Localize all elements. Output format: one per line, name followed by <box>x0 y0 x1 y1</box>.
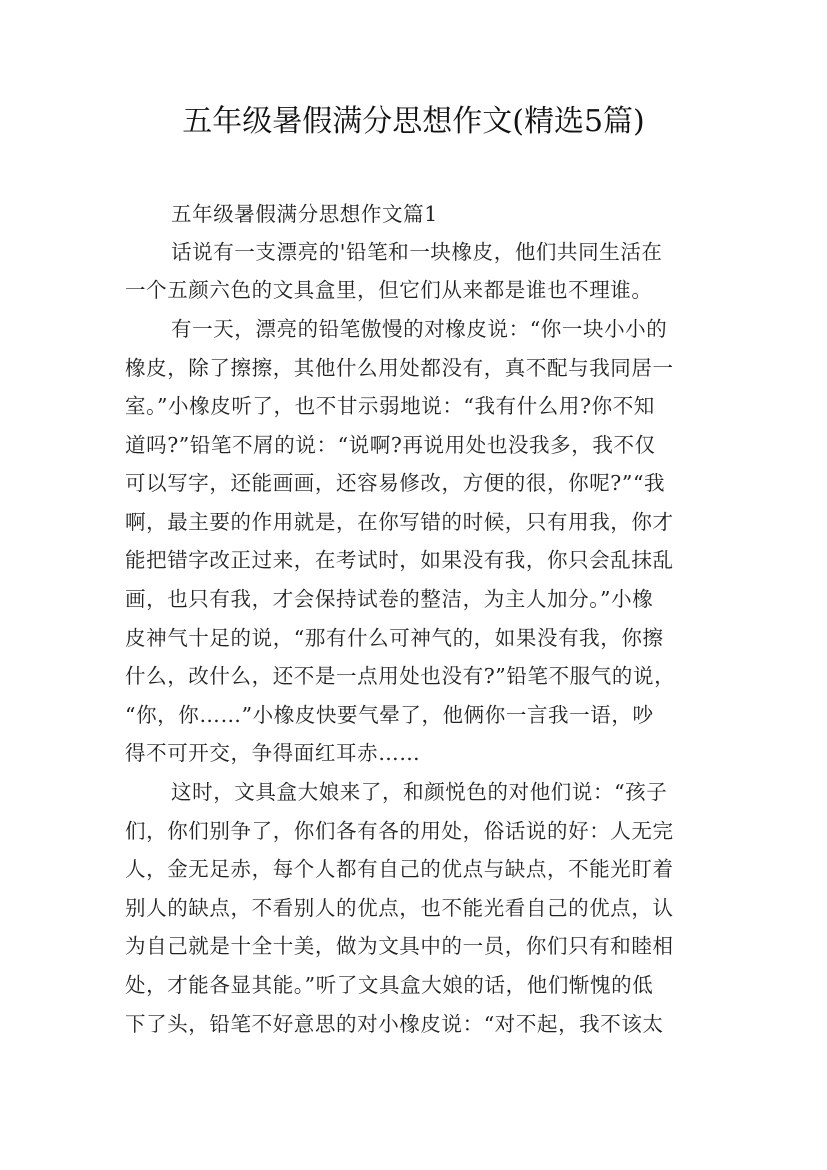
paragraph-line: 道吗?”铅笔不屑的说：“说啊?再说用处也没我多，我不仅 <box>125 433 656 457</box>
paragraph-line: “你，你……”小橡皮快要气晕了，他俩你一言我一语，吵 <box>125 703 654 727</box>
paragraph-line: 为自己就是十全十美，做为文具中的一员，你们只有和睦相 <box>125 934 674 958</box>
paragraph-line: 皮神气十足的说，“那有什么可神气的，如果没有我，你擦 <box>125 626 664 650</box>
paragraph-line: 下了头，铅笔不好意思的对小橡皮说：“对不起，我不该太 <box>125 1012 664 1036</box>
paragraph-line: 有一天，漂亮的铅笔傲慢的对橡皮说：“你一块小小的 <box>171 317 668 341</box>
paragraph-line: 室。”小橡皮听了，也不甘示弱地说：“我有什么用?你不知 <box>125 394 655 418</box>
document-title: 五年级暑假满分思想作文(精选5篇) <box>182 104 645 139</box>
paragraph-line: 一个五颜六色的文具盒里，但它们从来都是谁也不理谁。 <box>125 278 653 302</box>
paragraph-line: 别人的缺点，不看别人的优点，也不能光看自己的优点，认 <box>125 896 674 920</box>
paragraph-line: 这时，文具盒大娘来了，和颜悦色的对他们说：“孩子 <box>171 780 668 804</box>
paragraph-line: 画，也只有我，才会保持试卷的整洁，为主人加分。”小橡 <box>125 587 654 611</box>
paragraph-line: 啊，最主要的作用就是，在你写错的时候，只有用我，你才 <box>125 510 674 534</box>
paragraph-line: 可以写字，还能画画，还容易修改，方便的很，你呢?”“我 <box>125 471 666 495</box>
section-heading: 五年级暑假满分思想作文篇1 <box>171 202 438 226</box>
paragraph-line: 橡皮，除了擦擦，其他什么用处都没有，真不配与我同居一 <box>125 356 674 380</box>
paragraph-line: 能把错字改正过来，在考试时，如果没有我，你只会乱抹乱 <box>125 548 674 572</box>
paragraph-line: 们，你们别争了，你们各有各的用处，俗话说的好：人无完 <box>125 819 674 843</box>
paragraph-line: 得不可开交，争得面红耳赤…… <box>125 741 421 765</box>
paragraph-line: 话说有一支漂亮的'铅笔和一块橡皮，他们共同生活在 <box>171 240 663 264</box>
paragraph-line: 人，金无足赤，每个人都有自己的优点与缺点，不能光盯着 <box>125 857 674 881</box>
paragraph-line: 处，才能各显其能。”听了文具盒大娘的话，他们惭愧的低 <box>125 973 654 997</box>
paragraph-line: 什么，改什么，还不是一点用处也没有?”铅笔不服气的说， <box>125 664 676 688</box>
